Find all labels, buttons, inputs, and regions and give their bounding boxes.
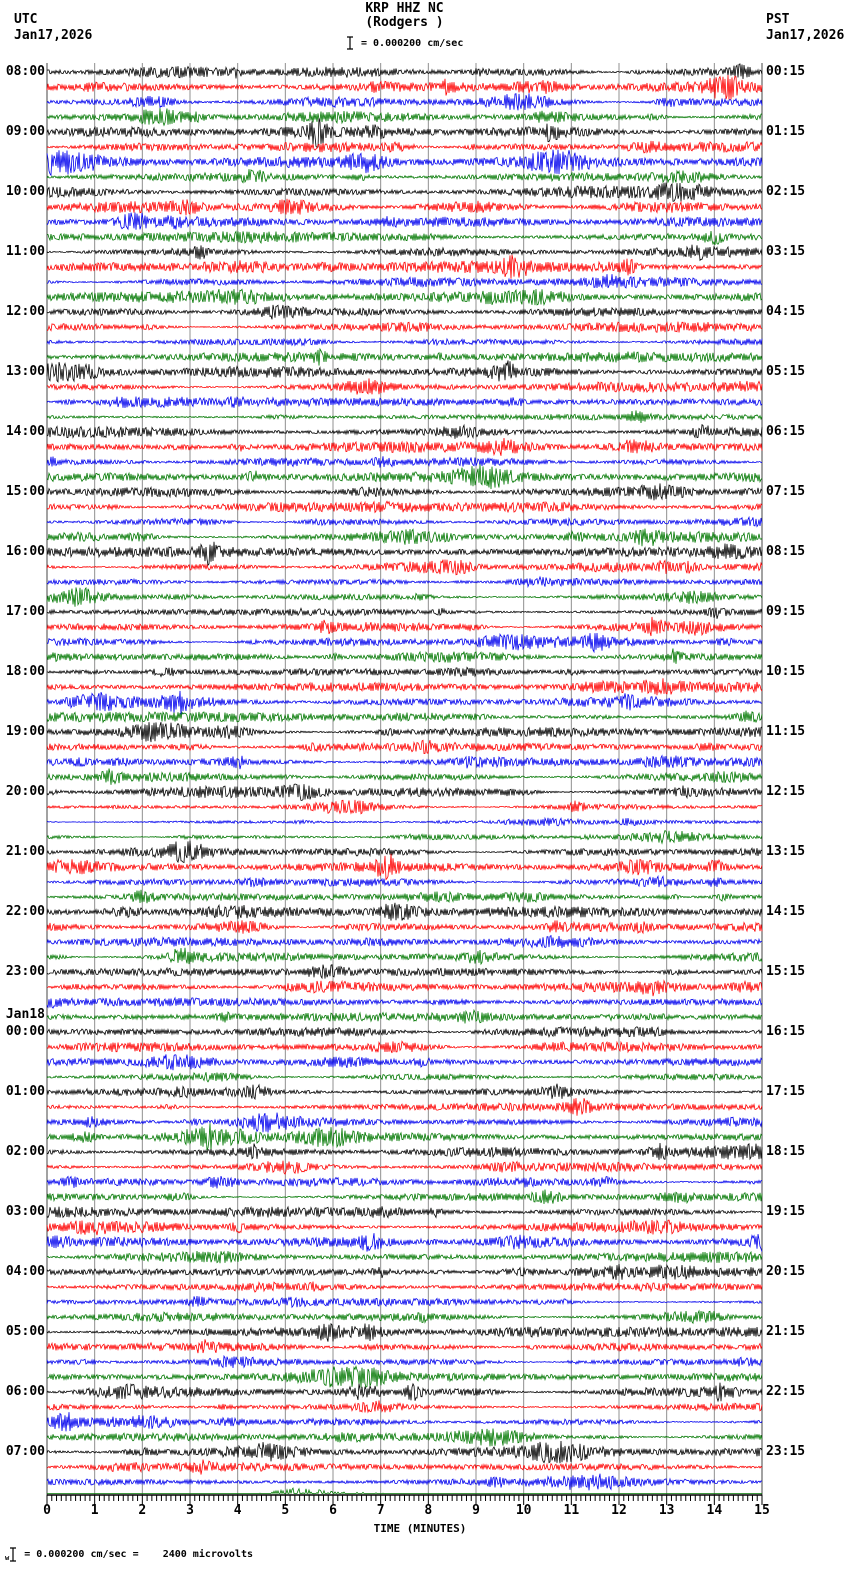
minute-tick-label: 11 — [563, 1503, 580, 1518]
trace-row — [47, 245, 762, 261]
trace-row — [47, 1161, 762, 1174]
trace-row — [47, 1282, 762, 1293]
minute-tick-label: 5 — [281, 1503, 290, 1518]
minute-tick-label: 2 — [138, 1503, 147, 1518]
trace-row — [47, 903, 762, 921]
pst-hour-label: 08:15 — [766, 544, 806, 559]
pst-hour-label: 16:15 — [766, 1024, 806, 1039]
trace-row — [47, 529, 762, 547]
trace-row — [47, 577, 762, 587]
trace-row — [47, 936, 762, 949]
pst-hour-label: 05:15 — [766, 364, 806, 379]
trace-row — [47, 784, 762, 800]
trace-row — [47, 890, 762, 903]
trace-row — [47, 456, 762, 467]
trace-row — [47, 633, 762, 652]
trace-row — [47, 1176, 762, 1188]
utc-hour-label: 03:00 — [5, 1204, 45, 1219]
utc-hour-label: 14:00 — [5, 424, 45, 439]
trace-row — [47, 1206, 762, 1217]
trace-row — [47, 1041, 762, 1053]
trace-row — [47, 722, 762, 742]
utc-hour-label: 13:00 — [5, 364, 45, 379]
trace-row — [47, 1441, 762, 1463]
trace-row — [47, 517, 762, 526]
trace-row — [47, 289, 762, 305]
trace-row — [47, 1488, 762, 1493]
pst-hour-label: 14:15 — [766, 904, 806, 919]
utc-hour-label: 18:00 — [5, 664, 45, 679]
trace-row — [47, 396, 762, 408]
utc-hour-label: 22:00 — [5, 904, 45, 919]
minute-tick-label: 15 — [754, 1503, 770, 1518]
utc-hour-label: 02:00 — [5, 1144, 45, 1159]
trace-row — [47, 1474, 762, 1491]
trace-row — [47, 1296, 762, 1307]
pst-hour-label: 09:15 — [766, 604, 806, 619]
utc-hour-label: 17:00 — [5, 604, 45, 619]
minute-tick-label: 13 — [658, 1503, 675, 1518]
trace-row — [47, 667, 762, 676]
minute-tick-label: 4 — [233, 1503, 242, 1518]
pst-hour-label: 07:15 — [766, 484, 806, 499]
right-date-label: Jan17,2026 — [766, 28, 845, 43]
trace-row — [47, 1324, 762, 1342]
utc-hour-label: 05:00 — [5, 1324, 45, 1339]
minute-tick-label: 7 — [376, 1503, 385, 1518]
trace-row — [47, 349, 762, 366]
pst-hour-label: 02:15 — [766, 184, 806, 199]
pst-hour-label: 18:15 — [766, 1144, 806, 1159]
trace-row — [47, 1264, 762, 1280]
trace-row — [47, 483, 762, 500]
trace-row — [47, 587, 762, 606]
utc-hour-label: 07:00 — [5, 1444, 45, 1459]
trace-row — [47, 608, 762, 619]
trace-row — [47, 465, 762, 490]
trace-row — [47, 1339, 762, 1353]
minute-tick-label: 0 — [43, 1503, 51, 1518]
trace-row — [47, 199, 762, 215]
trace-row — [47, 1143, 762, 1160]
trace-row — [47, 274, 762, 288]
utc-hour-label: 16:00 — [5, 544, 45, 559]
pst-hour-label: 15:15 — [766, 964, 806, 979]
trace-row — [47, 1054, 762, 1070]
pst-hour-label: 23:15 — [766, 1444, 806, 1459]
trace-row — [47, 425, 762, 439]
trace-row — [47, 920, 762, 933]
scale-legend-text: = 0.000200 cm/sec — [361, 37, 464, 49]
trace-row — [47, 438, 762, 456]
trace-row — [47, 1311, 762, 1323]
trace-row — [47, 1123, 762, 1150]
pst-hour-label: 03:15 — [766, 244, 806, 259]
footer-scale-text: = 0.000200 cm/sec = 2400 microvolts — [24, 1549, 253, 1560]
trace-row — [47, 360, 762, 381]
trace-row — [47, 108, 762, 125]
utc-hour-label: 12:00 — [5, 304, 45, 319]
utc-hour-label: 15:00 — [5, 484, 45, 499]
minute-tick-label: 3 — [186, 1503, 194, 1518]
trace-row — [47, 75, 762, 100]
trace-row — [47, 691, 762, 715]
utc-hour-label: 09:00 — [5, 124, 45, 139]
trace-row — [47, 213, 762, 230]
utc-hour-label: 19:00 — [5, 724, 45, 739]
utc-hour-label: 01:00 — [5, 1084, 45, 1099]
utc-hour-label: 21:00 — [5, 844, 45, 859]
trace-row — [47, 1220, 762, 1235]
trace-row — [47, 1412, 762, 1431]
trace-row — [47, 854, 762, 880]
minute-tick-label: 8 — [424, 1503, 433, 1518]
trace-row — [47, 1460, 762, 1475]
trace-row — [47, 965, 762, 979]
minute-tick-label: 9 — [472, 1503, 480, 1518]
pst-hour-label: 00:15 — [766, 64, 806, 79]
trace-row — [47, 501, 762, 512]
utc-hour-label: 00:00 — [5, 1024, 45, 1039]
trace-row — [47, 800, 762, 814]
trace-row — [47, 64, 762, 79]
trace-row — [47, 756, 762, 770]
trace-row — [47, 1400, 762, 1412]
trace-row — [47, 769, 762, 785]
trace-row — [47, 649, 762, 664]
trace-row — [47, 339, 762, 346]
pst-hour-label: 06:15 — [766, 424, 806, 439]
utc-hour-label: 08:00 — [5, 64, 45, 79]
trace-row — [47, 617, 762, 636]
trace-row — [47, 1027, 762, 1038]
right-timezone-label: PST — [766, 12, 790, 27]
trace-row — [47, 678, 762, 695]
trace-row — [47, 255, 762, 279]
trace-row — [47, 141, 762, 153]
trace-row — [47, 1356, 762, 1368]
trace-row — [47, 818, 762, 826]
pst-hour-label: 22:15 — [766, 1384, 806, 1399]
trace-row — [47, 1190, 762, 1205]
x-axis-title: TIME (MINUTES) — [373, 1522, 467, 1535]
trace-row — [47, 231, 762, 245]
footer-scale-legend — [5, 1546, 253, 1563]
pst-hour-label: 11:15 — [766, 724, 806, 739]
minute-tick-label: 12 — [611, 1503, 627, 1518]
pst-hour-label: 19:15 — [766, 1204, 806, 1219]
trace-row — [47, 322, 762, 333]
footer-scale-bar-icon — [9, 1546, 17, 1563]
pst-hour-label: 04:15 — [766, 304, 806, 319]
minute-tick-label: 10 — [515, 1503, 532, 1518]
trace-row — [47, 150, 762, 176]
utc-hour-label: 04:00 — [5, 1264, 45, 1279]
trace-row — [47, 841, 762, 863]
trace-row — [47, 1429, 762, 1447]
pst-hour-label: 20:15 — [766, 1264, 806, 1279]
trace-row — [47, 831, 762, 844]
utc-hour-label: 06:00 — [5, 1384, 45, 1399]
trace-row — [47, 118, 762, 147]
trace-row — [47, 1233, 762, 1251]
trace-row — [47, 948, 762, 964]
pst-hour-label: 12:15 — [766, 784, 806, 799]
trace-row — [47, 1084, 762, 1099]
trace-row — [47, 305, 762, 319]
footer-mini-glyph: w — [5, 1554, 10, 1562]
utc-hour-label: 23:00 — [5, 964, 45, 979]
trace-row — [47, 998, 762, 1008]
utc-hour-label: 20:00 — [5, 784, 45, 799]
pst-hour-label: 17:15 — [766, 1084, 806, 1099]
trace-row — [47, 378, 762, 394]
utc-hour-label: 10:00 — [5, 184, 45, 199]
pst-hour-label: 13:15 — [766, 844, 806, 859]
trace-row — [47, 542, 762, 565]
minute-tick-label: 1 — [90, 1503, 99, 1518]
station-subtitle: (Rodgers ) — [365, 15, 444, 30]
trace-row — [47, 740, 762, 754]
left-timezone-label: UTC — [14, 12, 38, 27]
minute-tick-label: 6 — [329, 1503, 337, 1518]
trace-row — [47, 1098, 762, 1116]
trace-row — [47, 1010, 762, 1023]
left-date-label: Jan17,2026 — [14, 28, 93, 43]
utc-hour-label: 11:00 — [5, 244, 45, 259]
trace-row — [47, 93, 762, 110]
page-title: KRP HHZ NC — [365, 1, 444, 16]
pst-hour-label: 01:15 — [766, 124, 806, 139]
pst-hour-label: 21:15 — [766, 1324, 806, 1339]
trace-row — [47, 183, 762, 202]
trace-row — [47, 876, 762, 887]
trace-row — [47, 1251, 762, 1263]
trace-row — [47, 1366, 762, 1387]
trace-row — [47, 560, 762, 575]
trace-row — [47, 410, 762, 423]
trace-row — [47, 1383, 762, 1402]
trace-row — [47, 981, 762, 997]
trace-row — [47, 1072, 762, 1082]
trace-row — [47, 169, 762, 183]
pst-hour-label: 10:15 — [766, 664, 806, 679]
date-break-label: Jan18 — [5, 1007, 45, 1022]
minute-tick-label: 14 — [706, 1503, 723, 1518]
trace-row — [47, 1113, 762, 1133]
trace-row — [47, 711, 762, 723]
